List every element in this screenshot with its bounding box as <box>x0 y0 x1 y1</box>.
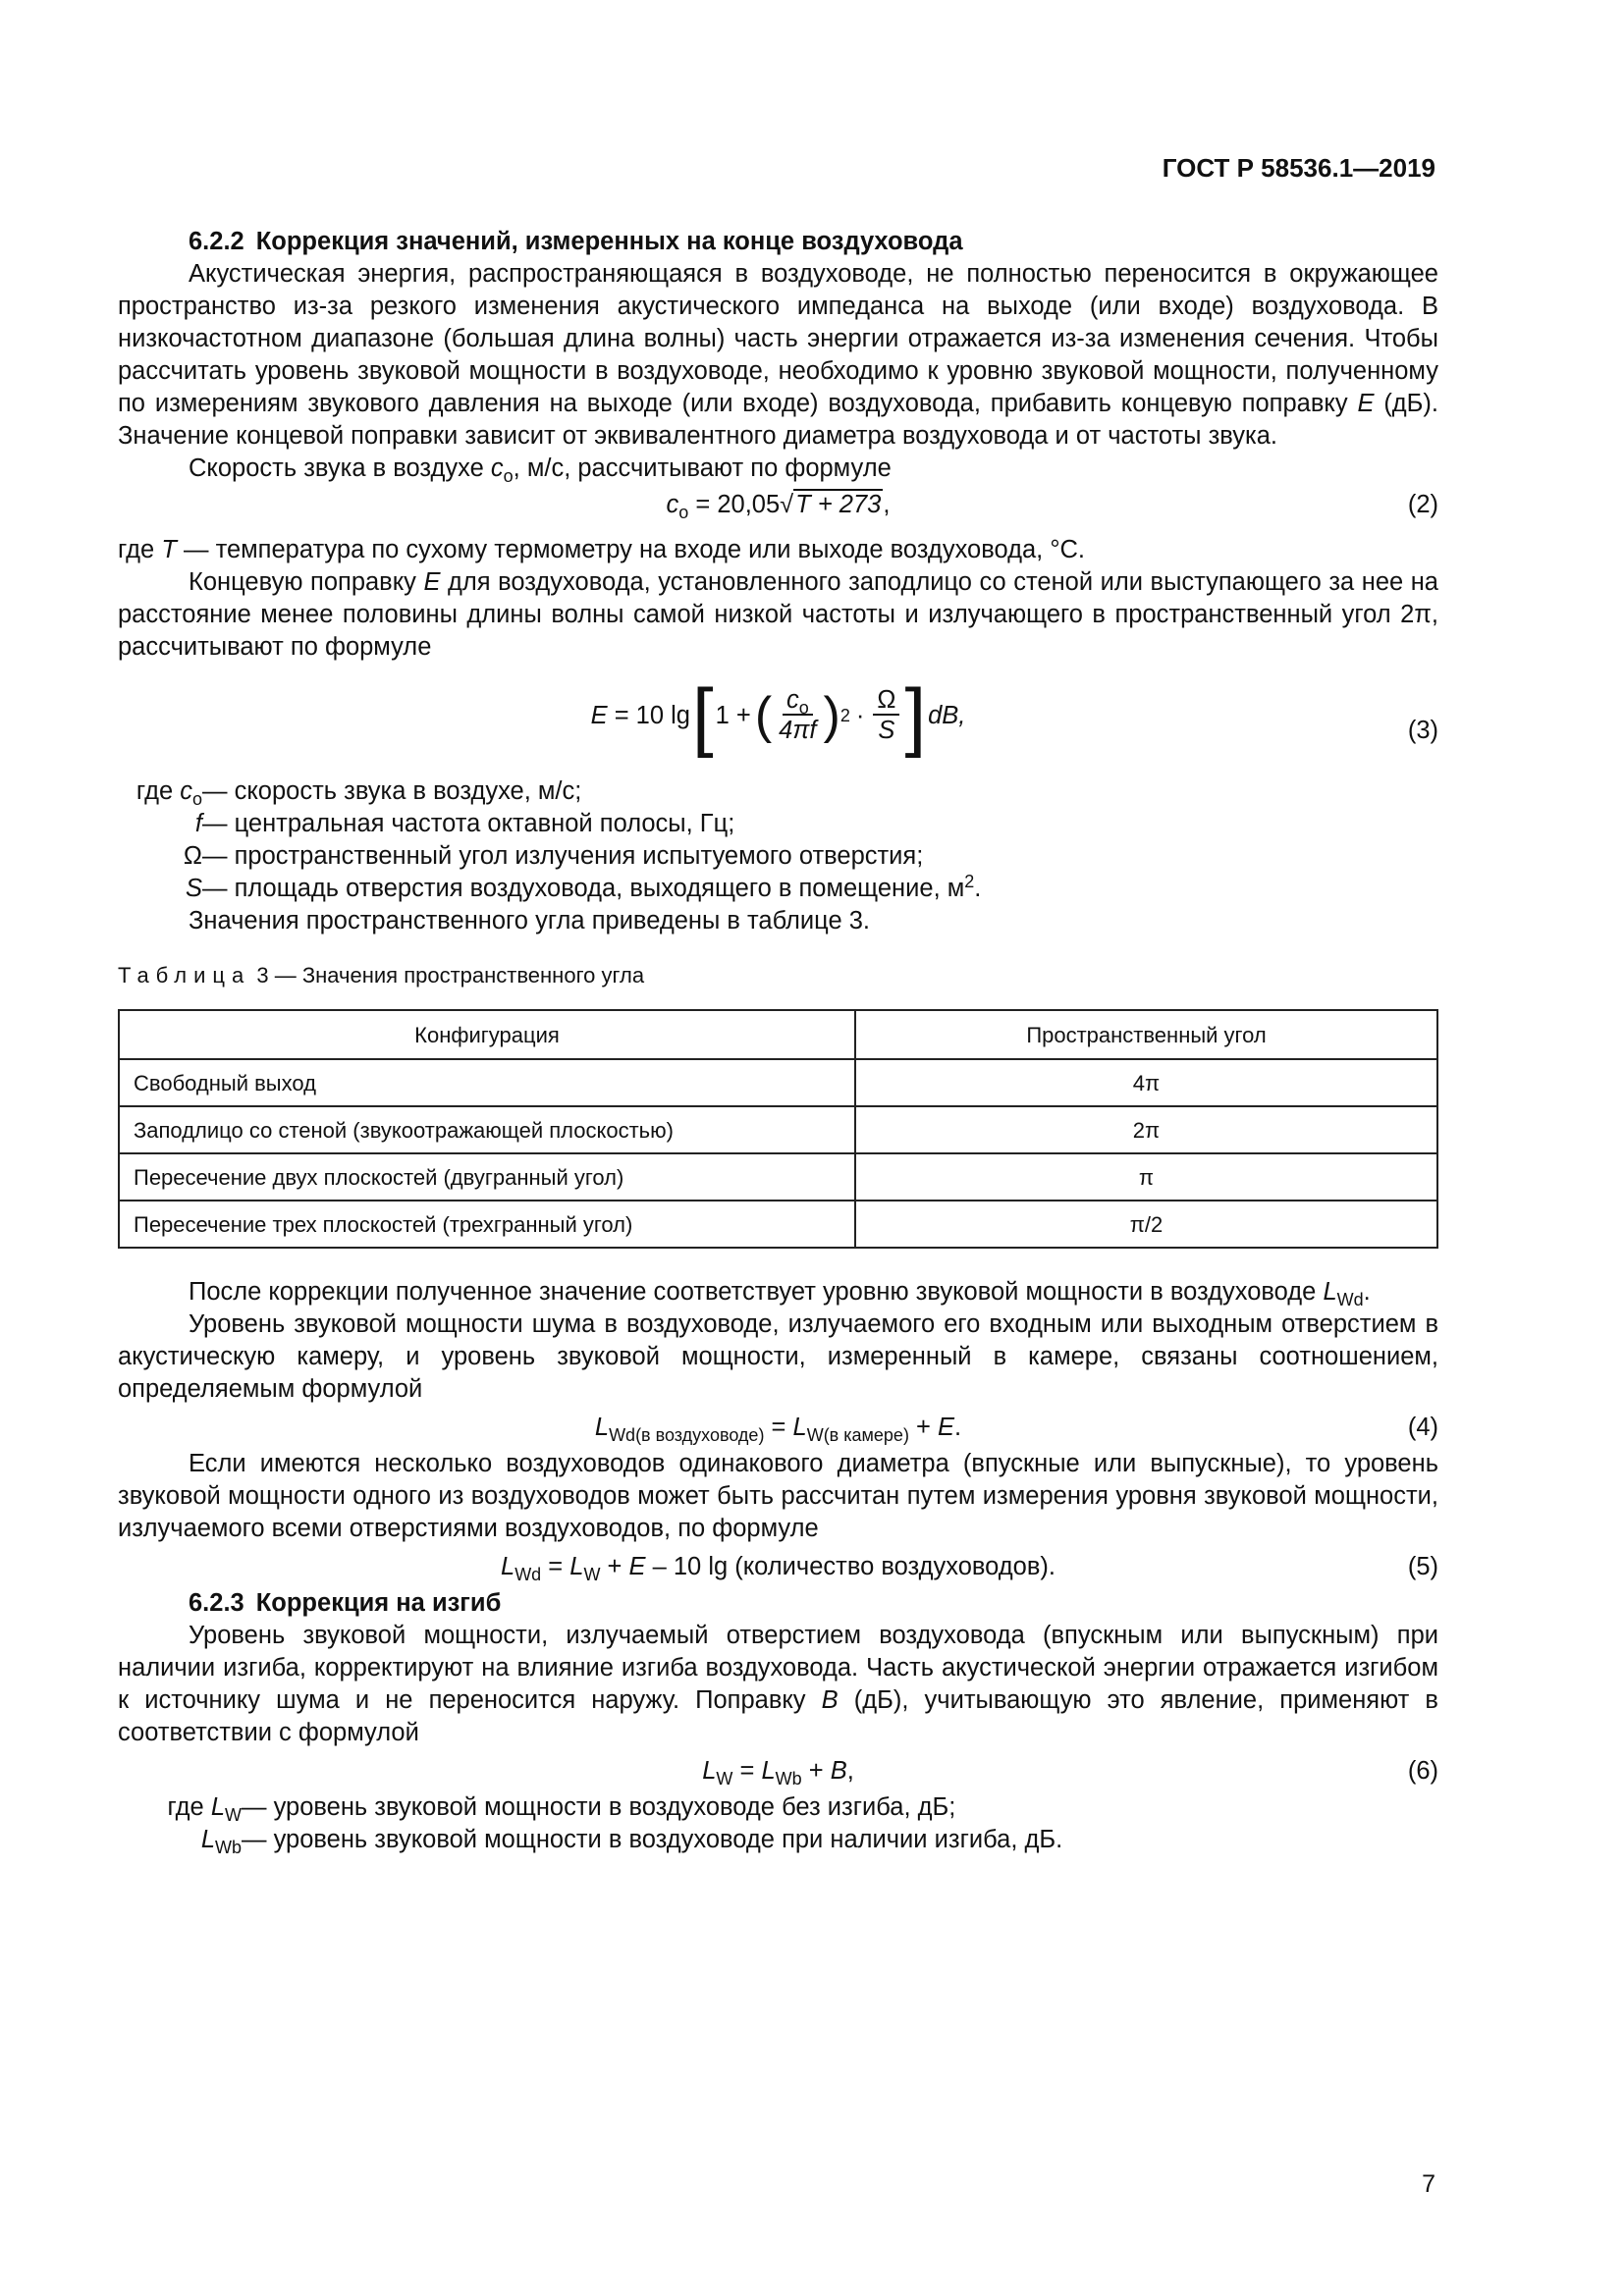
formula-6: $L_W = L_{Wb} + B$, (6) <box>702 1757 1438 1789</box>
solid-angle-table <box>118 1009 1438 1249</box>
paragraph-after-correction: После коррекции полученное значение соответствует уровню звуковой мощности в воздуховоде $L_{Wd}$. <box>189 1278 1371 1309</box>
page-number: 7 <box>1422 2170 1435 2198</box>
paragraph-bend-correction: Уровень звуковой мощности, излучаемый отверстием воздуховода (впускным или выпускным) при наличии изгиба, корректируют на влияние изгиба воздуховода. Часть акустической энергии отражается изгибом к источнику шума и не переносится наружу. Поправку B (дБ), учитывающую это явление, применяют в соответствии с формулой <box>118 1622 1438 1746</box>
table-row: Заподлицо со стеной (звукоотражающей плоскостью) 2π <box>119 1106 1437 1153</box>
formula-3: E = 10 lg [ 1 + ( $\frac{c_o}{4\pi f}$ ) 2 · $\frac{\Omega}{S}$ ] dB, (3) <box>590 672 1438 759</box>
paragraph-multiple-ducts: Если имеются несколько воздуховодов одинакового диаметра (впускные или выпускные), то уровень звуковой мощности одного из воздуховодов может быть рассчитан путем измерения уровня звуковой мощности, излучаемого всеми отверстиями воздуховодов, по формуле <box>118 1450 1438 1542</box>
section-heading-6-2-2: 6.2.2 Коррекция значений, измеренных на конце воздуховода <box>189 228 963 255</box>
where-item: f — центральная частота октавной полосы, Гц; <box>194 810 735 837</box>
where-item: Ω — пространственный угол излучения испытуемого отверстия; <box>183 842 924 870</box>
table-row: Пересечение двух плоскостей (двугранный угол) π <box>119 1153 1437 1201</box>
page-body <box>118 226 1438 1856</box>
where-item: $L_{Wb}$ — уровень звуковой мощности в воздуховоде при наличии изгиба, дБ. <box>200 1826 1063 1857</box>
paragraph-table-reference: Значения пространственного угла приведены в таблице 3. <box>189 907 871 934</box>
table-header-row <box>119 1010 1437 1059</box>
right-bracket-icon: ] <box>904 672 927 759</box>
table-row: Свободный выход 4π <box>119 1059 1437 1106</box>
left-bracket-icon: [ <box>691 672 714 759</box>
document-header: ГОСТ Р 58536.1—2019 <box>1162 153 1435 183</box>
column-header-solid-angle: Пространственный угол <box>855 1010 1437 1059</box>
right-paren-icon: ) <box>823 687 840 744</box>
section-heading-6-2-3: 6.2.3 Коррекция на изгиб <box>189 1589 502 1617</box>
sqrt-icon: √ <box>780 491 794 518</box>
left-paren-icon: ( <box>754 687 773 744</box>
formula-4: $L_{Wd(в воздуховоде)} = L_{W(в камере)} + E$. (4) <box>594 1414 1438 1445</box>
equation-number: (3) <box>1407 717 1438 744</box>
formula-5: $L_{Wd} = L_W + E - 10$ lg (количество воздуховодов). (5) <box>501 1553 1438 1584</box>
table-caption: Таблица 3 — Значения пространственного угла <box>118 963 645 988</box>
equation-number: (4) <box>1407 1414 1438 1441</box>
paragraph-duct-chamber: Уровень звуковой мощности шума в воздуховоде, излучаемого его входным или выходным отверстием в акустическую камеру, и уровень звуковой мощности, измеренный в камере, связаны соотношением, определяемым формулой <box>118 1310 1438 1403</box>
formula-2: $c_o = 20,05√T + 273$, (2) <box>666 491 1438 522</box>
paragraph-end-correction-formula: Концевую поправку E для воздуховода, установленного заподлицо со стеной или выступающего за нее на расстояние менее половины длины волны самой низкой частоты и излучающего в пространственный угол 2π, рассчитывают по формуле <box>118 568 1438 661</box>
equation-number: (2) <box>1407 491 1438 518</box>
paragraph-end-correction: Акустическая энергия, распространяющаяся в воздуховоде, не полностью переносится в окружающее пространство из-за резкого изменения акустического импеданса на выходе (или входе) воздуховода. В низкочастотном диапазоне (большая длина волны) часть энергии отражается из-за изменения сечения. Чтобы рассчитать уровень звуковой мощности в воздуховоде, необходимо к уровню звуковой мощности, полученному по измерениям звукового давления на выходе (или входе) воздуховода, прибавить концевую поправку E (дБ). Значение концевой поправки зависит от эквивалентного диаметра воздуховода и от частоты звука. <box>118 260 1438 450</box>
equation-number: (5) <box>1407 1553 1438 1580</box>
table-row: Пересечение трех плоскостей (трехгранный угол) π/2 <box>119 1201 1437 1248</box>
paragraph-where-t: где T — температура по сухому термометру на входе или выходе воздуховода, °С. <box>118 536 1086 563</box>
where-list-formula-3 <box>118 775 1438 905</box>
where-item: где $c_o$ — скорость звука в воздухе, м/с; <box>135 777 582 809</box>
where-item: где $L_W$ — уровень звуковой мощности в воздуховоде без изгиба, дБ; <box>167 1793 956 1825</box>
column-header-configuration: Конфигурация <box>119 1010 855 1059</box>
equation-number: (6) <box>1407 1757 1438 1785</box>
where-list-formula-6 <box>118 1791 1438 1856</box>
paragraph-sound-speed: Скорость звука в воздухе $c_o$, м/с, рассчитывают по формуле <box>189 454 892 486</box>
where-item: S — площадь отверстия воздуховода, выходящего в помещение, $м^2$. <box>185 872 982 902</box>
